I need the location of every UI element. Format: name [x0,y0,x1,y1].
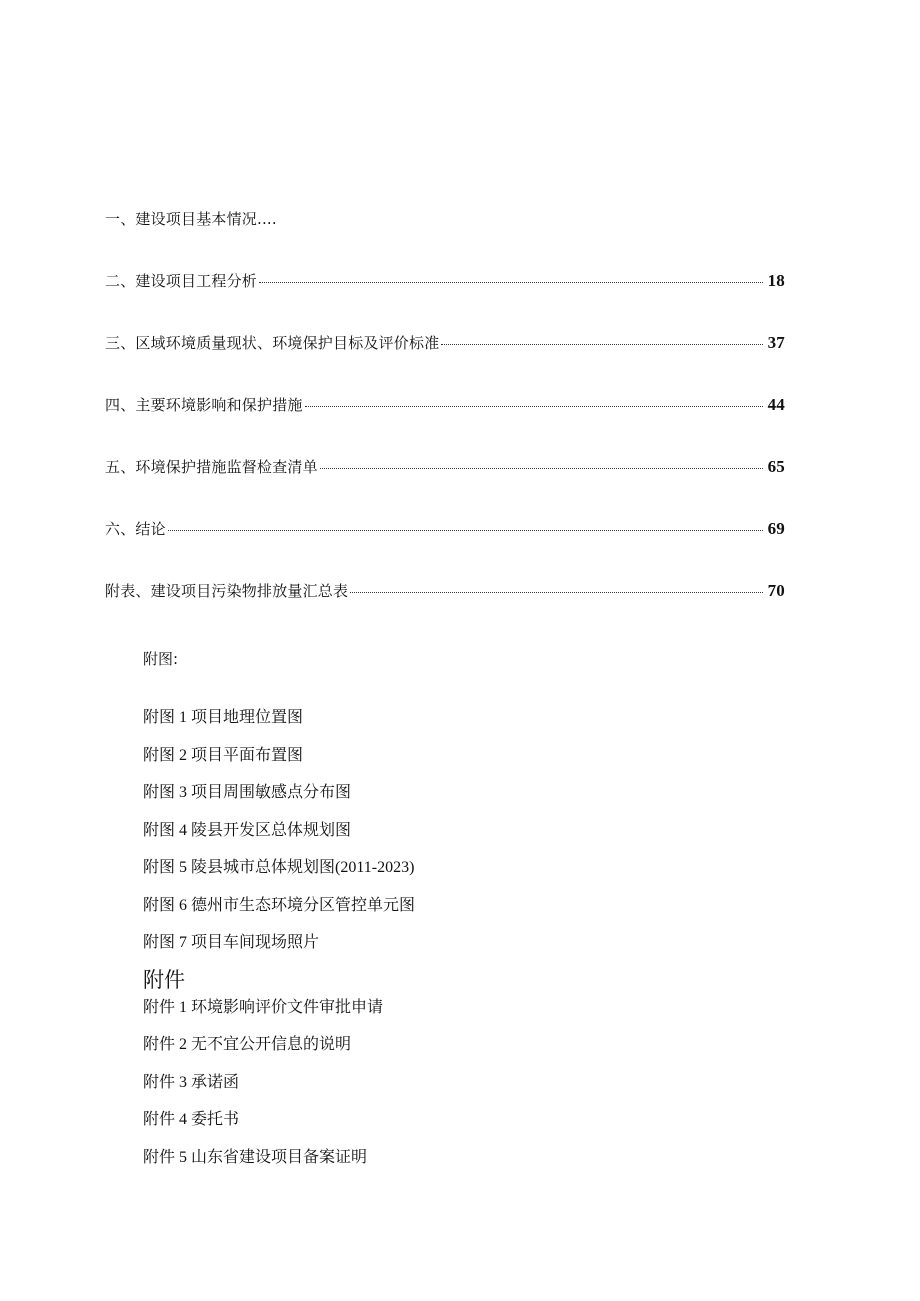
toc-entry-conclusion[interactable] [105,518,785,580]
attachment-item: 附件 5 山东省建设项目备案证明 [143,1148,368,1166]
figures-heading: 附图: [143,650,179,668]
toc-entry-title: 三、区域环境质量现状、环境保护目标及评价标准 [105,334,440,352]
figure-item: 附图 3 项目周围敏感点分布图 [143,784,352,801]
figure-item: 附图 6 德州市生态环境分区管控单元图 [143,896,416,914]
attachment-item: 附件 2 无不宜公开信息的说明 [143,1036,352,1053]
toc-entry-title: 二、建设项目工程分析 [105,272,258,290]
table-of-contents [105,208,785,642]
figure-item: 附图 4 陵县开发区总体规划图 [143,821,352,839]
toc-entry-engineering-analysis[interactable] [105,270,785,332]
toc-entry-title: 六、结论 [105,520,166,538]
toc-entry-impacts-measures[interactable] [105,394,785,456]
appendix-section [143,645,743,1180]
toc-page-number: 70 [767,581,785,600]
toc-leader-dots [350,592,763,593]
toc-entry-title: 四、主要环境影响和保护措施 [105,396,303,414]
toc-leader-dots [320,468,763,469]
attachment-item: 附件 4 委托书 [143,1111,240,1128]
toc-page-number: 44 [767,395,785,414]
figure-item: 附图 7 项目车间现场照片 [143,934,320,951]
toc-entry-emissions-summary[interactable] [105,580,785,642]
toc-leader-dots [259,282,763,283]
attachments-heading: 附件 [143,967,185,992]
toc-page-number: 37 [767,333,785,352]
toc-page-number: 69 [767,519,785,538]
toc-entry-basic-info[interactable] [105,208,785,270]
figure-item: 附图 1 项目地理位置图 [143,709,304,726]
toc-entry-title: 一、建设项目基本情况.... [105,210,277,228]
attachment-item: 附件 3 承诺函 [143,1073,240,1091]
toc-leader-dots [441,344,763,345]
figure-item: 附图 5 陵县城市总体规划图(2011-2023) [143,859,415,876]
toc-entry-title: 附表、建设项目污染物排放量汇总表 [105,582,349,600]
toc-entry-title: 五、环境保护措施监督检查清单 [105,458,318,476]
toc-page-number: 65 [767,457,785,476]
toc-leader-dots [168,530,763,531]
figure-item: 附图 2 项目平面布置图 [143,746,304,764]
toc-leader-dots [305,406,763,407]
attachment-item: 附件 1 环境影响评价文件审批申请 [143,998,384,1016]
toc-entry-supervision-checklist[interactable] [105,456,785,518]
toc-entry-environment-status[interactable] [105,332,785,394]
toc-page-number: 18 [767,271,785,290]
